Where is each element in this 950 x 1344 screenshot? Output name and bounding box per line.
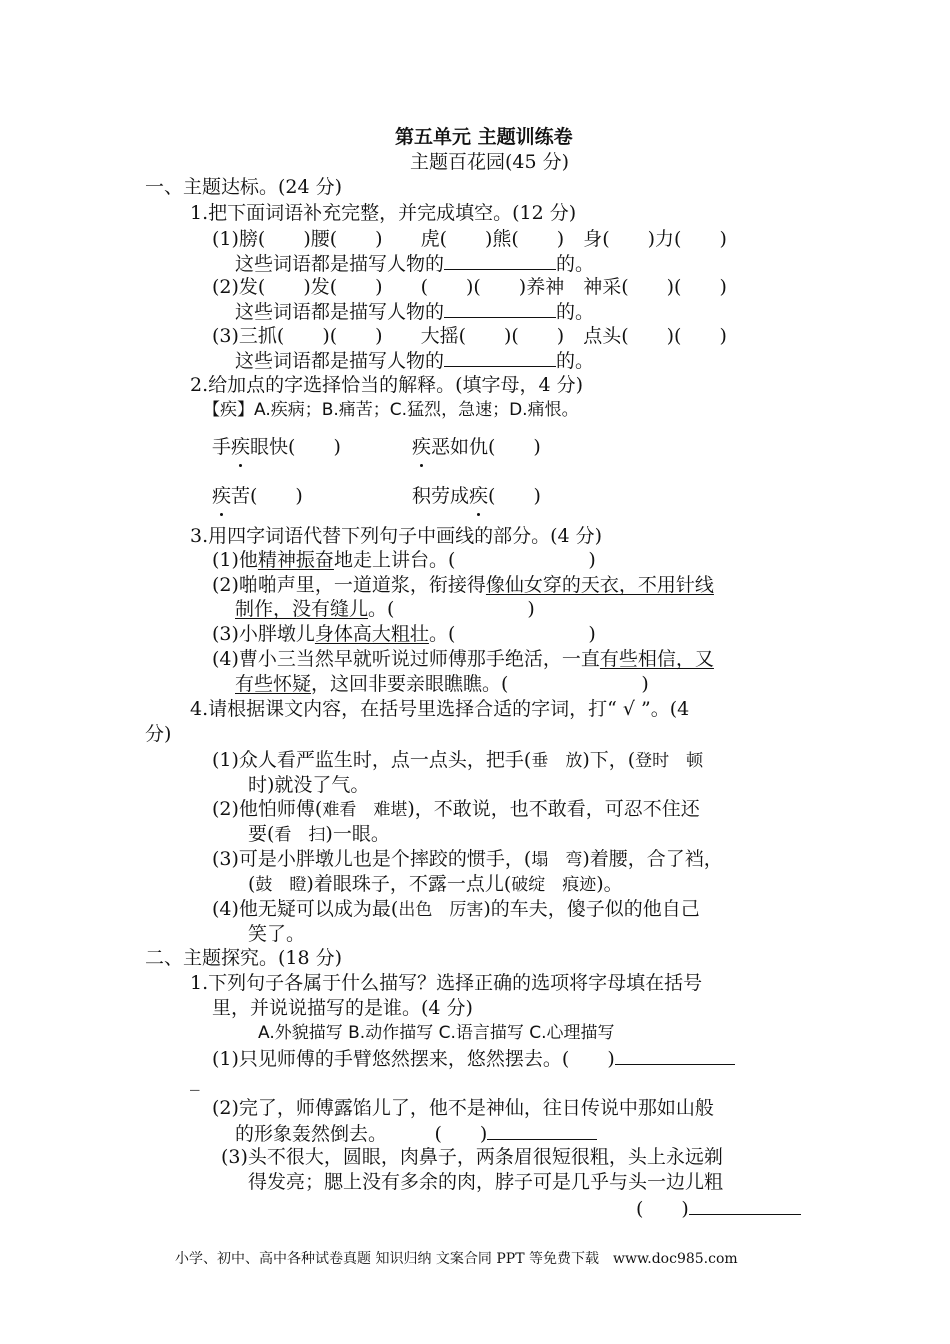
fill-suffix: 的。	[556, 253, 595, 275]
q4-item-1-cont: 时)就没了气。	[248, 774, 370, 796]
section-1-heading: 一、主题达标。(24 分)	[145, 176, 343, 198]
text: ，这回非要亲眼瞧瞧。( )	[311, 673, 649, 695]
q3-item-2	[212, 573, 714, 597]
text: (3)小胖墩儿	[212, 623, 315, 645]
text: (1)众人看严监生时，点一点头，把手(	[212, 749, 532, 771]
q2-item-a	[212, 435, 341, 459]
text: 。( )	[368, 598, 535, 620]
text: )着腰，合了裆，	[582, 848, 723, 870]
q3-item-1	[212, 548, 596, 572]
choice-words[interactable]: 登时 顿	[635, 751, 704, 771]
text: 。( )	[428, 623, 596, 645]
q4-item-1	[212, 748, 703, 773]
underlined-text: 精神振奋	[257, 549, 334, 571]
text: (3)可是小胖墩儿也是个摔跤的惯手，(	[212, 848, 532, 870]
answer-blank[interactable]	[689, 1196, 801, 1215]
text: )一眼。	[325, 823, 390, 845]
text: ( )	[636, 1198, 689, 1220]
choice-words[interactable]: 鼓 瞪	[255, 875, 307, 895]
word-part: 手	[212, 436, 232, 458]
q3-item-4	[212, 647, 714, 671]
word-part: 恶如仇( )	[431, 436, 541, 458]
q2-stem: 2.给加点的字选择恰当的解释。(填字母，4 分)	[190, 374, 584, 396]
q3-item-2-cont	[235, 597, 535, 621]
text: )，不敢说，也不敢看，可忍不住还	[407, 798, 700, 820]
q4-item-4-cont: 笑了。	[248, 923, 306, 945]
text: )的车夫，傻子似的他自己	[483, 898, 700, 920]
answer-blank[interactable]	[487, 1121, 597, 1140]
text: )着眼珠子，不露一点儿(	[306, 873, 512, 895]
s2-q1-item-2-cont	[235, 1121, 597, 1146]
fill-prefix: 这些词语都是描写人物的	[235, 350, 445, 372]
page-subtitle: 主题百花园(45 分)	[410, 151, 570, 173]
fill-suffix: 的。	[556, 350, 595, 372]
text: 的形象轰然倒去。 ( )	[235, 1123, 488, 1145]
s2-q1-stem: 1.下列句子各属于什么描写？选择正确的选项将字母填在括号	[190, 972, 703, 994]
underlined-text: 制作，没有缝儿	[235, 598, 369, 620]
q2-item-d	[412, 484, 541, 508]
q4-item-4	[212, 897, 700, 922]
fill-suffix: 的。	[556, 301, 595, 323]
text: (2)他怕师傅(	[212, 798, 323, 820]
q3-item-4-cont	[235, 672, 649, 696]
page-title: 第五单元 主题训练卷	[395, 126, 573, 148]
word-part: 苦( )	[231, 485, 303, 507]
answer-blank[interactable]	[444, 251, 556, 270]
q3-stem: 3.用四字词语代替下列句子中画线的部分。(4 分)	[190, 525, 603, 547]
q4-item-2	[212, 797, 700, 822]
fill-prefix: 这些词语都是描写人物的	[235, 253, 445, 275]
underlined-text: 有些相信，又	[599, 648, 714, 670]
q4-item-3	[212, 847, 723, 872]
q1-fill-3	[235, 348, 594, 373]
choice-words[interactable]: 塌 弯	[531, 850, 583, 870]
word-part: ( )	[488, 485, 541, 507]
dotted-char: 疾	[469, 485, 489, 507]
text: (4)他无疑可以成为最(	[212, 898, 399, 920]
s2-q1-stem-cont: 里，并说说描写的是谁。(4 分)	[212, 997, 473, 1019]
q1-fill-2	[235, 299, 594, 324]
s2-q1-item-3: (3)头不很大，圆眼，肉鼻子，两条眉很短很粗，头上永远剃	[221, 1146, 723, 1168]
dotted-char: 疾	[231, 436, 251, 458]
answer-blank[interactable]	[444, 348, 556, 367]
q2-options: 【疾】A.疾病；B.痛苦；C.猛烈，急速；D.痛恨。	[203, 400, 579, 420]
q1-line-2: (2)发( )发( ) ( )( )养神 神采( )( )	[212, 276, 727, 298]
answer-blank[interactable]	[444, 299, 556, 318]
s2-q1-item-2: (2)完了，师傅露馅儿了，他不是神仙，往日传说中那如山般	[212, 1097, 714, 1119]
q3-item-3	[212, 622, 596, 646]
q4-item-2-cont	[248, 822, 390, 847]
underlined-text: 像仙女穿的天衣，不用针线	[485, 574, 714, 596]
underlined-text: 身体高大粗壮	[314, 623, 429, 645]
s2-q1-item-1-tail: _	[190, 1069, 200, 1091]
s2-q1-options: A.外貌描写 B.动作描写 C.语言描写 C.心理描写	[258, 1023, 615, 1043]
choice-words[interactable]: 看 扫	[274, 825, 326, 845]
q4-stem-cont: 分)	[145, 723, 172, 745]
text: 地走上讲台。( )	[333, 549, 596, 571]
word-part: 积劳成	[412, 485, 470, 507]
text: (1)只见师傅的手臂悠然摆来，悠然摆去。( )	[212, 1048, 615, 1070]
choice-words[interactable]: 破绽 痕迹	[511, 875, 597, 895]
section-2-heading: 二、主题探究。(18 分)	[145, 947, 343, 969]
q4-item-3-cont	[248, 872, 623, 897]
text: (1)他	[212, 549, 258, 571]
dotted-char: 疾	[412, 436, 432, 458]
q1-line-1: (1)膀( )腰( ) 虎( )熊( ) 身( )力( )	[212, 228, 727, 250]
s2-q1-item-3-cont: 得发亮；腮上没有多余的肉，脖子可是几乎与头一边儿粗	[248, 1171, 724, 1193]
choice-words[interactable]: 垂 放	[531, 751, 583, 771]
q2-item-b	[412, 435, 541, 459]
s2-q1-item-3-answer	[636, 1196, 801, 1221]
page-footer: 小学、初中、高中各种试卷真题 知识归纳 文案合同 PPT 等免费下载 www.doc985.com	[175, 1251, 738, 1267]
dotted-char: 疾	[212, 485, 232, 507]
text: )。	[596, 873, 623, 895]
s2-q1-item-1	[212, 1046, 735, 1071]
word-part: 眼快( )	[250, 436, 341, 458]
q2-item-c	[212, 484, 303, 508]
q1-stem: 1.把下面词语补充完整，并完成填空。(12 分)	[190, 202, 577, 224]
fill-prefix: 这些词语都是描写人物的	[235, 301, 445, 323]
q4-stem: 4.请根据课文内容，在括号里选择合适的字词，打“ √ ”。(4	[190, 698, 690, 720]
text: (4)曹小三当然早就听说过师傅那手绝活，一直	[212, 648, 600, 670]
text: (	[248, 873, 256, 895]
text: )下，(	[582, 749, 636, 771]
q1-fill-1	[235, 251, 594, 276]
underlined-text: 有些怀疑	[235, 673, 312, 695]
text: 要(	[248, 823, 275, 845]
answer-blank[interactable]	[615, 1046, 735, 1065]
choice-words[interactable]: 出色 厉害	[398, 900, 484, 920]
q1-line-3: (3)三抓( )( ) 大摇( )( ) 点头( )( )	[212, 325, 727, 347]
choice-words[interactable]: 难看 难堪	[322, 800, 408, 820]
text: (2)啪啪声里，一道道浆，衔接得	[212, 574, 486, 596]
